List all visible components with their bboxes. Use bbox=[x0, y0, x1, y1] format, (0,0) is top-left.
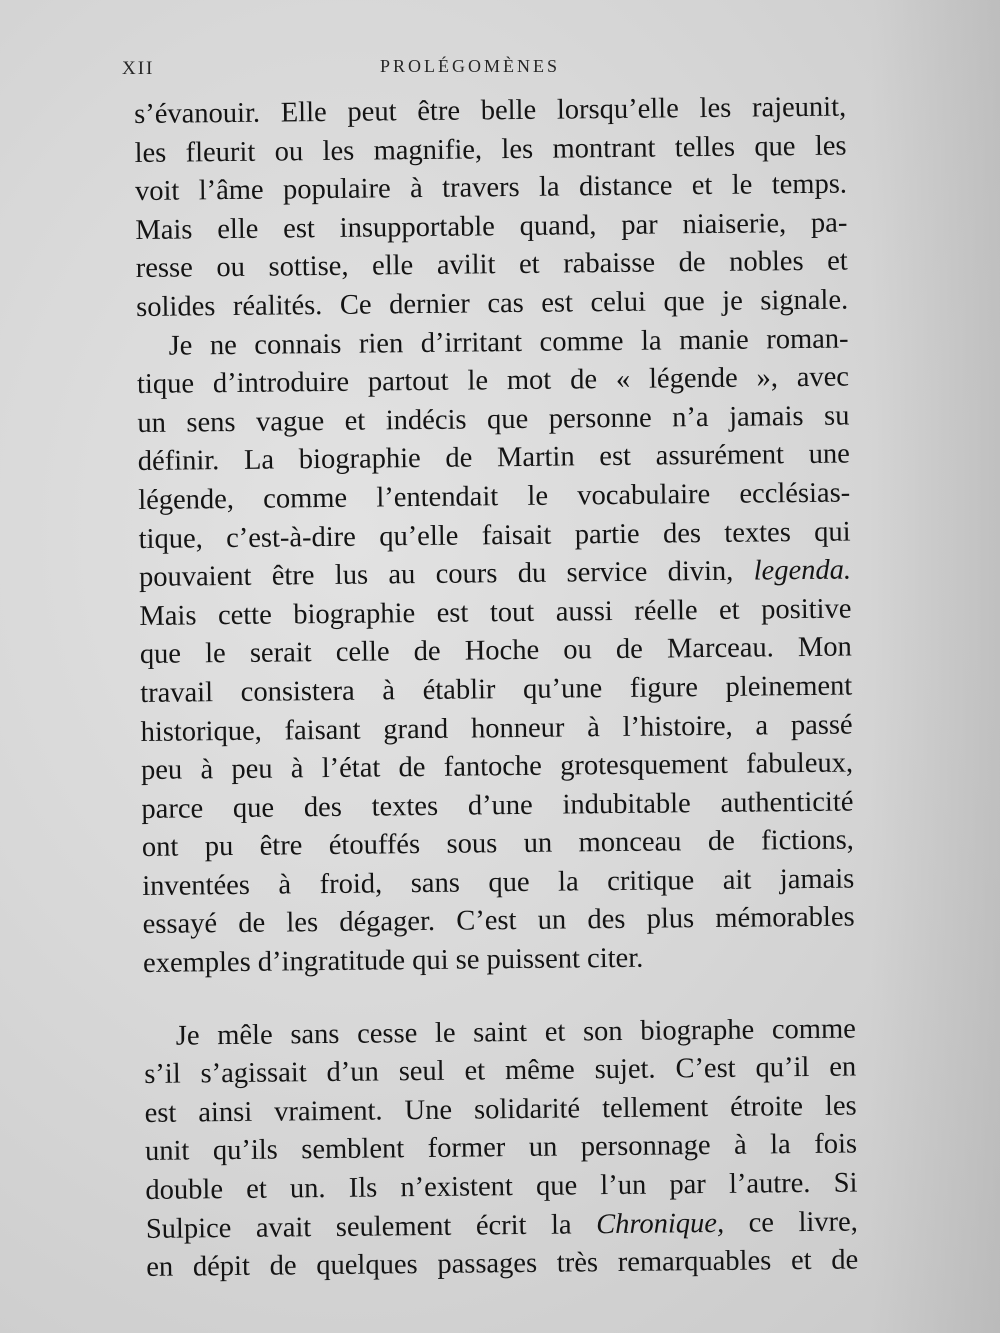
text-fragment: ce livre, bbox=[723, 1206, 858, 1239]
paragraph bbox=[134, 89, 848, 328]
text-line: peu à peu à l’état de fantoche grotesquement fabuleux, bbox=[140, 747, 854, 787]
running-title: PROLÉGOMÈNES bbox=[380, 56, 561, 76]
text-fragment: pouvaient être lus au cours du service divin, bbox=[138, 555, 734, 594]
body-text bbox=[134, 89, 858, 1288]
text-line: ont pu être étouffés sous un monceau de fictions, bbox=[141, 824, 854, 864]
text-line: Je ne connais rien d’irritant comme la manie roman- bbox=[168, 323, 849, 362]
paragraph bbox=[136, 320, 855, 984]
text-line: essayé de les dégager. C’est un des plus mémorables bbox=[142, 901, 855, 941]
text-fragment: Sulpice avait seulement écrit la bbox=[145, 1209, 572, 1245]
text-line: est ainsi vraiment. Une solidarité tellement étroite les bbox=[144, 1090, 857, 1129]
paragraph bbox=[144, 1010, 859, 1288]
text-line: un sens vague et indécis que personne n’a jamais su bbox=[137, 400, 850, 439]
running-head bbox=[122, 56, 862, 86]
page-number: XII bbox=[122, 58, 155, 79]
text-line: définir. La biographie de Martin est assurément une bbox=[137, 438, 850, 478]
text-line: double et un. Ils n’existent que l’un par l’autre. Si bbox=[145, 1167, 858, 1206]
text-line: travail consistera à établir qu’une figure pleinement bbox=[140, 670, 853, 709]
italic-word: Chronique, bbox=[595, 1207, 725, 1240]
text-line: Mais cette biographie est tout aussi réelle et positive bbox=[139, 593, 852, 632]
text-line: historique, faisant grand honneur à l’histoire, a passé bbox=[140, 709, 853, 748]
text-line: les fleurit ou les magnifie, les montrant telles que les bbox=[134, 130, 847, 169]
text-line: légende, comme l’entendait le vocabulaire ecclésias- bbox=[138, 477, 851, 516]
page-shading bbox=[870, 0, 1000, 1333]
text-line: exemples d’ingratitude qui se puissent citer. bbox=[142, 942, 644, 980]
italic-word: legenda. bbox=[753, 554, 852, 587]
text-line: tique, c’est-à-dire qu’elle faisait partie des textes qui bbox=[138, 516, 851, 555]
text-line: s’il s’agissait d’un seul et même sujet. C’est qu’il en bbox=[144, 1051, 857, 1091]
text-line: Je mêle sans cesse le saint et son biographe comme bbox=[175, 1013, 856, 1052]
text-line: tique d’introduire partout le mot de « légende », avec bbox=[136, 361, 850, 401]
text-line: en dépit de quelques passages très remarquables et de bbox=[146, 1244, 859, 1284]
text-line: que le serait celle de Hoche ou de Marceau. Mon bbox=[139, 631, 852, 671]
text-line: unit qu’ils semblent former un personnage à la fois bbox=[144, 1128, 858, 1168]
text-line: voit l’âme populaire à travers la distance et le temps. bbox=[134, 168, 848, 208]
text-line: resse ou sottise, elle avilit et rabaisse de nobles et bbox=[135, 245, 848, 285]
text-line: inventées à froid, sans que la critique ait jamais bbox=[142, 863, 855, 902]
text-line: Mais elle est insupportable quand, par niaiserie, pa- bbox=[135, 207, 848, 246]
text-line: parce que des textes d’une indubitable authenticité bbox=[141, 786, 854, 825]
text-line: s’évanouir. Elle peut être belle lorsqu’elle les rajeunit, bbox=[134, 91, 847, 130]
text-line: solides réalités. Ce dernier cas est celui que je signale. bbox=[136, 284, 849, 323]
